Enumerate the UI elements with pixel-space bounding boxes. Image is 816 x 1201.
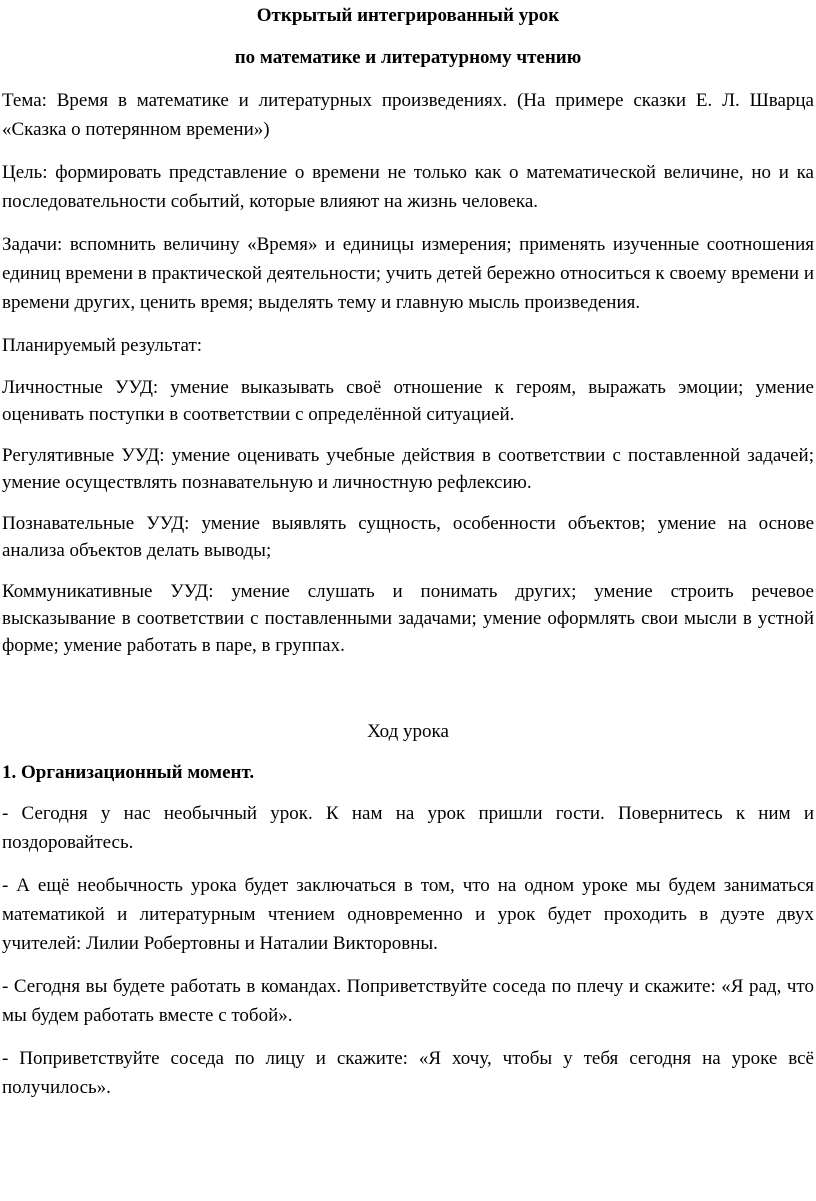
- communicative-uud: Коммуникативные УУД: умение слушать и понимать других; умение строить речевое высказывание в соответствии с поставленными задачами; умение оформлять свои мысли в устной форме; умение работать в паре, в группах.: [2, 581, 814, 656]
- personal-uud: Личностные УУД: умение выказывать своё отношение к героям, выражать эмоции; умение оценивать поступки в соответствии с определённой ситуацией.: [2, 377, 814, 425]
- spacer: [2, 673, 814, 717]
- section-1-heading: 1. Организационный момент.: [2, 762, 255, 783]
- document-title: Открытый интегрированный урок: [256, 5, 560, 26]
- paragraph-teams: - Сегодня вы будете работать в командах. Поприветствуйте соседа по плечу и скажите: «Я рад, что мы будем работать вместе с тобой».: [2, 976, 814, 1026]
- lesson-topic: Тема: Время в математике и литературных произведениях. (На примере сказки Е. Л. Шварца «Сказка о потерянном времени»): [2, 90, 814, 140]
- lesson-tasks: Задачи: вспомнить величину «Время» и единицы измерения; применять изученные соотношения единиц времени в практической деятельности; учить детей бережно относиться к своему времени и времени других, ценить время; выделять тему и главную мысль произведения.: [2, 234, 814, 313]
- paragraph-greeting: - Сегодня у нас необычный урок. К нам на урок пришли гости. Повернитесь к ним и поздоровайтесь.: [2, 803, 814, 853]
- planned-result-label: Планируемый результат:: [2, 335, 203, 356]
- paragraph-face-neighbor: - Поприветствуйте соседа по лицу и скажите: «Я хочу, чтобы у тебя сегодня на уроке всё получилось».: [2, 1048, 814, 1098]
- lesson-goal: Цель: формировать представление о времени не только как о математической величине, но и ка последовательности событий, которые влияют на жизнь человека.: [2, 162, 814, 212]
- document-subtitle: по математике и литературному чтению: [234, 47, 582, 68]
- lesson-progress-heading: Ход урока: [367, 721, 449, 742]
- paragraph-unusual-lesson: - А ещё необычность урока будет заключаться в том, что на одном уроке мы будем заниматься математикой и литературным чтением одновременно и урок будет проходить в дуэте двух учителей: Лилии Робертовны и Наталии Викторовны.: [2, 875, 814, 954]
- regulatory-uud: Регулятивные УУД: умение оценивать учебные действия в соответствии с поставленной задачей; умение осуществлять познавательную и личностную рефлексию.: [2, 445, 814, 493]
- cognitive-uud: Познавательные УУД: умение выявлять сущность, особенности объектов; умение на основе анализа объектов делать выводы;: [2, 513, 814, 561]
